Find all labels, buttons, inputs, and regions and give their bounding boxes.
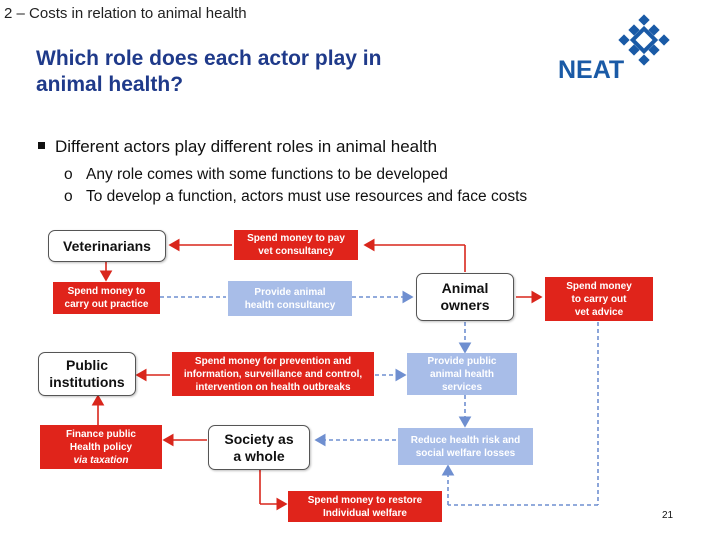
cost-finance-public-policy (40, 425, 162, 469)
benefit-animal-health-consultancy (228, 281, 352, 316)
cost-pay-vet-line1: Spend money to pay (247, 233, 345, 244)
actor-public-line2: institutions (49, 374, 125, 390)
cost-prevention-line3: intervention on health outbreaks (195, 381, 351, 393)
logo-wordmark: NEAT (558, 56, 625, 84)
cost-finance-line3: via taxation (73, 454, 129, 466)
cost-pay-vet-line2: vet consultancy (258, 246, 334, 257)
main-bullet-text: Different actors play different roles in animal health (55, 137, 438, 156)
cost-restore-line1: Spend money to restore (307, 494, 423, 506)
slide-title-line2: animal health? (36, 73, 184, 96)
benefit-reduce-health-risk (398, 428, 533, 465)
benefit-public-services-line2: animal health (430, 368, 494, 380)
circle-bullet-icon: o (64, 188, 73, 205)
cost-carry-out-practice (53, 282, 160, 314)
actor-society-line2: a whole (233, 447, 285, 464)
cost-owner-vet-advice (545, 277, 653, 321)
benefit-consultancy-line1: Provide animal (254, 286, 326, 298)
benefit-public-services-line3: services (441, 381, 483, 393)
benefit-public-services-line1: Provide public (427, 355, 497, 367)
cost-finance-line1: Finance public (65, 428, 136, 440)
actor-society (208, 425, 310, 470)
cost-restore-line2: Individual welfare (323, 507, 407, 519)
actor-animal-owners-line2: owners (440, 297, 490, 313)
actor-veterinarians-label: Veterinarians (63, 237, 151, 254)
benefit-reduce-risk-line1: Reduce health risk and (410, 434, 521, 446)
section-breadcrumb: 2 – Costs in relation to animal health (4, 5, 247, 22)
sub-bullet-2-text: To develop a function, actors must use resources and face costs (86, 188, 528, 205)
actor-public-institutions (38, 352, 136, 396)
cost-finance-line2: Health policy (69, 441, 133, 453)
cost-prevention-line1: Spend money for prevention and (194, 355, 352, 367)
actor-society-line1: Society as (224, 430, 294, 447)
cost-prevention-line2: information, surveillance and control, (183, 368, 363, 380)
cost-restore-welfare (288, 491, 442, 522)
circle-bullet-icon: o (64, 166, 73, 183)
sub-bullet-1-text: Any role comes with some functions to be developed (86, 166, 448, 183)
cost-owner-vet-line3: vet advice (574, 306, 624, 318)
slide-title-line1: Which role does each actor play in (36, 47, 382, 70)
cost-owner-vet-line2: to carry out (571, 293, 627, 305)
actor-public-line1: Public (65, 357, 108, 373)
actor-animal-owners-line1: Animal (441, 280, 489, 296)
cost-owner-vet-line1: Spend money (566, 280, 632, 292)
benefit-consultancy-line2: health consultancy (244, 299, 336, 311)
page-number: 21 (662, 510, 674, 521)
cost-practice-line2: carry out practice (64, 299, 149, 310)
benefit-public-services (407, 353, 517, 395)
cost-practice-line1: Spend money to (67, 286, 146, 297)
cost-prevention-surveillance (172, 352, 374, 396)
actor-animal-owners (416, 273, 514, 321)
benefit-reduce-risk-line2: social welfare losses (415, 447, 516, 459)
actor-veterinarians (48, 230, 166, 262)
cost-pay-vet-consultancy (234, 230, 358, 260)
